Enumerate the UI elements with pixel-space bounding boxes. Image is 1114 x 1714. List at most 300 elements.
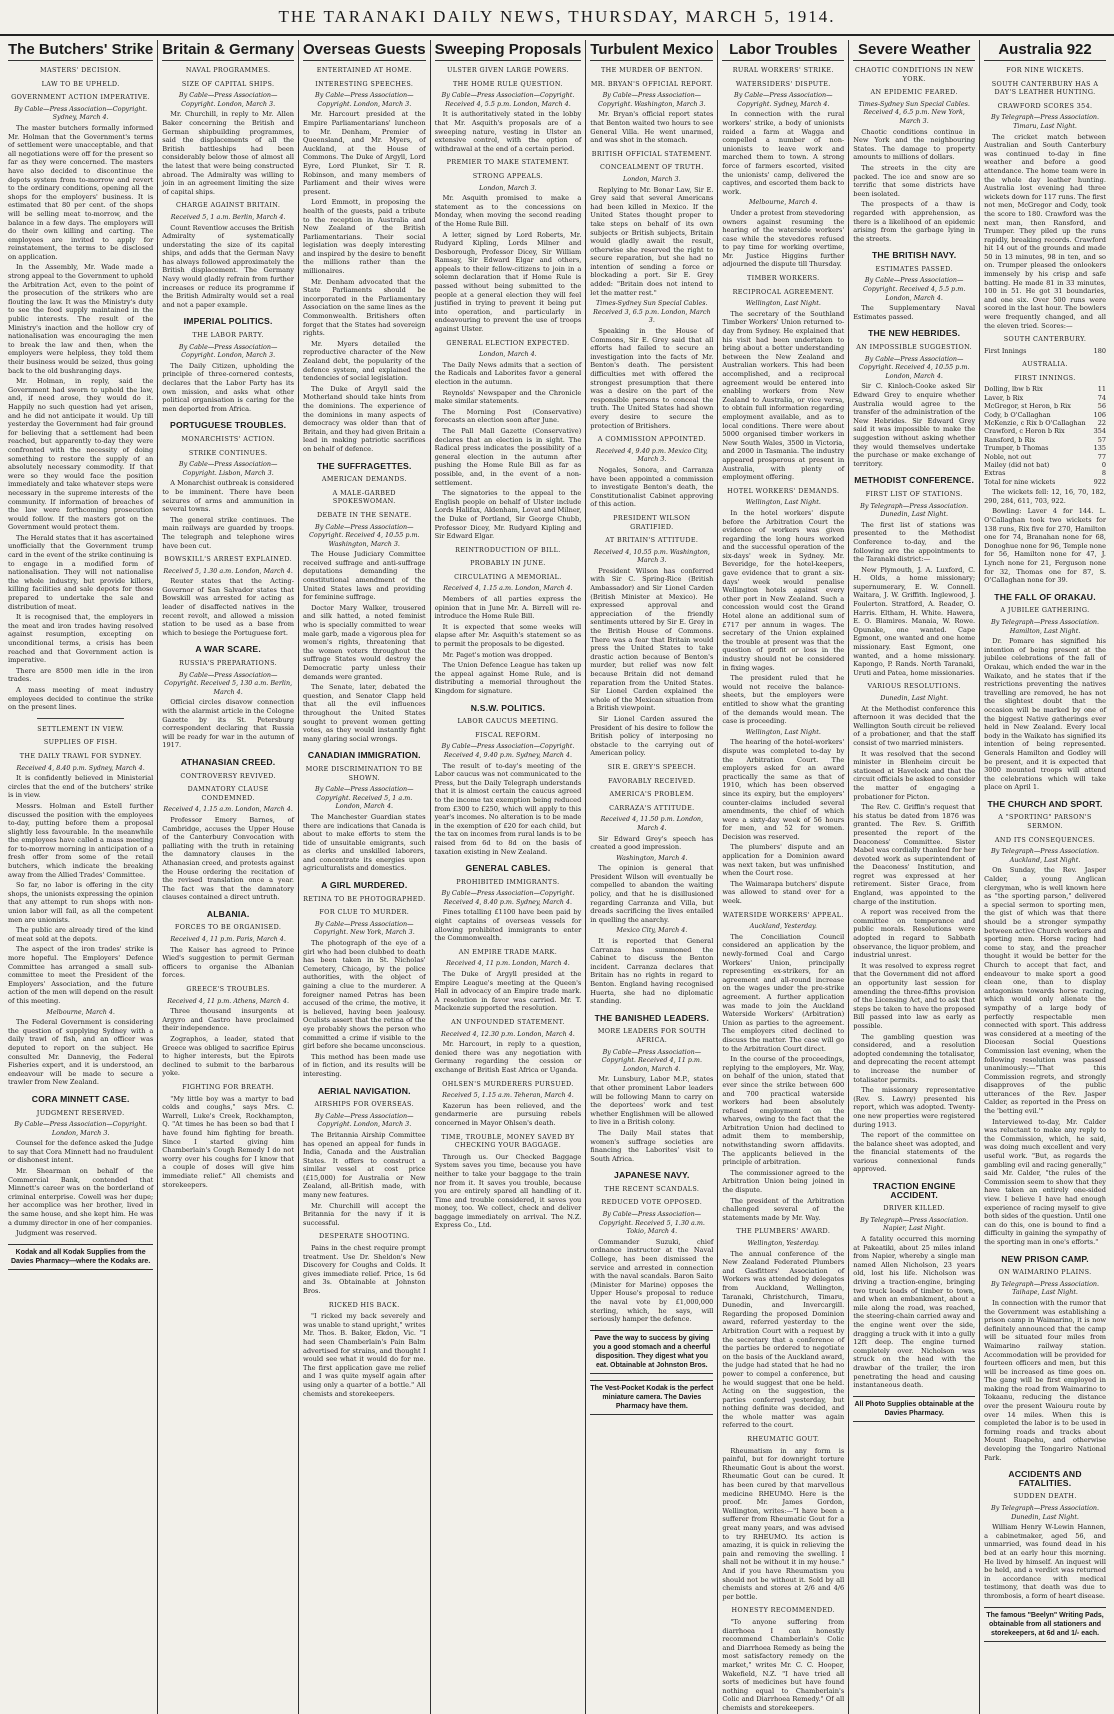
runs-value: 135 bbox=[1093, 444, 1106, 453]
paragraph: It is reported that General Carranza has summoned the Cabinet to discuss the Benton incident. Carranza declares that Britain has no rights in regard to Benton. England having recognised Huerta, she had no diplomatic standing. bbox=[590, 937, 714, 1006]
paragraph: The wickets fell: 12, 16, 70, 182, 290, 284, 611, 703, 922. bbox=[984, 488, 1106, 505]
paragraph: Fines totalling £1100 have been paid by eight captains of overseas vessels for allowing prohibited immigrants to enter the Commonwealth. bbox=[434, 908, 582, 943]
article-heading: TRACTION ENGINE ACCIDENT. bbox=[872, 1181, 956, 1200]
subheading: AMERICAN DEMANDS. bbox=[321, 475, 407, 484]
subheading: ENTERTAINED AT HOME. bbox=[316, 66, 412, 74]
paragraph: The president of the Arbitration challenged several of the statements made by Mr. Way. bbox=[722, 1196, 845, 1222]
paragraph: Judgment was reserved. bbox=[16, 1229, 97, 1238]
paragraph: It is confidently believed in Ministerial circles that the end of the butchers' strike is in view. bbox=[8, 774, 154, 800]
dateline: By Cable—Press Association—Copyright. Received 5, 130 a.m. Berlin, March 4. bbox=[164, 670, 293, 696]
paragraph: So far, no labor is offering in the city shops, the unionists expressing the opinion that any attempt to run shops with non-union labor will fail, as all the competent men are unionists. bbox=[8, 881, 154, 924]
paragraph: Nogales, Sonora, and Carranza have been appointed a commission to investigate Benton's death, the Constitutionalist Cabinet approving of this action. bbox=[590, 465, 714, 509]
paragraph: Mr. Churchill, in reply to Mr. Allen Baker concerning the British and German shipbuilding programmes, said the displacements of all the British battleships had been considerably below those of almost all the latest that were being constructed abroad. The Admiralty was willing to join in an agreement limiting the size of capital ships. bbox=[162, 110, 294, 196]
subheading: SIR E. GREY'S SPEECH. bbox=[607, 762, 696, 771]
subheading: RICKED HIS BACK. bbox=[328, 1300, 400, 1309]
subheading: MORE DISCRIMINATION TO BE SHOWN. bbox=[305, 764, 423, 782]
paragraph: On Sunday, the Rev. Jasper Calder, a young Anglican clergyman, who is well known here as "the sporting parson," delivered a special sermon to sporting men, the gist of which was that there should be a stronger sympathy between active Church workers and sporting men. Horse racing had come to stay, and the preacher thought it would be better for the Church to accept that fact, and endeavour to make sport a good clean one, than to display antagonism towards horse racing, which would only alienate the sympathy of a large body of perfectly respectable men connected with sport. This address was considered at a meeting of the Diocesan Social Questions Commission last evening, when the following resolution was passed unanimously:—"That this Commission regrets, and strongly disapproves of the public utterances of the Rev. Jasper Calder, as reported in the Press on the 'betting evil.'" bbox=[984, 866, 1106, 1116]
dateline: Mexico City, March 4. bbox=[616, 926, 688, 935]
paragraph: A letter, signed by Lord Roberts, Mr. Rudyard Kipling, Lords Milner and Desborough, Professor Dicey, Sir William Ramsay, Sir Edward Elgar and others, appeals to their fellow-citizens to join in a solemn declaration that if Home Rule is passed without being submitted to the people at a general election they will feel justified in trying to prevent it being put into operation, and particularly in endeavouring to prevent the use of troops against Ulster. bbox=[434, 230, 582, 334]
article-heading: ALBANIA. bbox=[206, 908, 250, 919]
column-2 bbox=[157, 40, 298, 1714]
article-heading: JAPANESE NAVY. bbox=[614, 1170, 690, 1181]
article-heading: THE NEW HEBRIDES. bbox=[868, 328, 961, 339]
subheading: PROBABLY IN JUNE. bbox=[470, 559, 546, 568]
subheading: SOUTH CANTERBURY. bbox=[1003, 335, 1087, 344]
paragraph: Mr. Lunsbury, Labor M.P., states that other prominent Labor leaders will be following Mann to carry on the deportees' work and test whether Englishmen will be allowed to live in a British colony. bbox=[590, 1075, 714, 1127]
subheading: LAW TO BE UPHELD. bbox=[41, 79, 120, 88]
column-heading: Australia 922 bbox=[984, 40, 1106, 61]
dateline: London, March 3. bbox=[623, 174, 681, 183]
subheading: MORE LEADERS FOR SOUTH AFRICA. bbox=[597, 1027, 706, 1044]
dateline: By Cable—Press Association—Copyright. Received 4, 9.40 p.m. Sydney, March 4. bbox=[441, 742, 575, 759]
subheading: TIMBER WORKERS. bbox=[747, 274, 820, 283]
paragraph: Zographos, a leader, stated that Greece was obliged to sacrifice Epirus to higher interests, but the Epirots declined to submit to the barbarous yoke. bbox=[162, 1035, 294, 1078]
dateline: By Cable—Press Association—Copyright. Lisbon, March 3. bbox=[178, 460, 278, 477]
dateline: By Cable—Press Association—Copyright. Received 4, 5.5 p.m. London, March 4. bbox=[441, 91, 575, 108]
article-heading: THE FALL OF ORAKAU. bbox=[994, 591, 1096, 602]
subheading: AMERICA'S PROBLEM. bbox=[609, 790, 695, 799]
scorecard-row bbox=[984, 453, 1106, 461]
advertisement: All Photo Supplies obtainable at the Davies Pharmacy. bbox=[853, 1396, 975, 1422]
dateline: London, March 4. bbox=[479, 350, 537, 359]
paragraph: The master butchers formally informed Mr. Holman that the Government's terms of settlement were unacceptable, and that all negotiations were off for the present so far as they were concerned. The masters have also decided to discontinue the depots system from to-morrow and revert to the ordinary conditions, opening all the shops for the employers' business. It is estimated that 80 per cent. of the shops will be selling meat to-morrow, and the balance in a few days. The employers will do their own killing and carting. The employees are invited to apply for reinstatement, the terms to be disclosed on application. bbox=[8, 123, 154, 261]
column-6 bbox=[717, 40, 848, 1714]
subheading: ULSTER GIVEN LARGE POWERS. bbox=[446, 66, 569, 74]
subheading: NAVAL PROGRAMMES. bbox=[185, 66, 271, 74]
subheading: DAMNATORY CLAUSE CONDEMNED. bbox=[187, 785, 269, 802]
paragraph: The streets in the city are packed. The ice and snow are so terrific that some districts have been isolated. bbox=[853, 163, 976, 198]
article-heading: AERIAL NAVIGATION. bbox=[317, 1085, 411, 1096]
subheading: RECIPROCAL AGREEMENT. bbox=[732, 287, 835, 296]
subheading: AN EMPIRE TRADE MARK. bbox=[458, 947, 558, 956]
subheading: FIGHTING FOR BREATH. bbox=[182, 1082, 275, 1091]
paragraph: Mr. Myers detailed the reproductive character of the New Zealand debt, the popularity of the defence system, and explained the tendencies of social legislation. bbox=[303, 339, 426, 383]
dateline: Melbourne, March 4. bbox=[46, 1007, 115, 1016]
subheading: THE PLUMBERS' AWARD. bbox=[736, 1227, 831, 1236]
paragraph: The Duke of Argyll said the Motherland should take hints from the dominions. The experience of the dominions in many aspects of democracy was older than that of Britain, and they had given Britain a lead in making patriotic sacrifices on behalf of defence. bbox=[303, 384, 426, 453]
runs-value: 922 bbox=[1093, 477, 1106, 486]
batsman-name: Dolling, lbw b Rix bbox=[984, 385, 1043, 394]
masthead bbox=[0, 0, 1114, 36]
subheading: GENERAL ELECTION EXPECTED. bbox=[446, 338, 570, 347]
dateline: By Cable—Press Association—Copyright. Received 5, 1 a.m. London, March 4. bbox=[315, 785, 414, 811]
article-heading: THE BRITISH NAVY. bbox=[871, 250, 957, 261]
masthead-title: THE TARANAKI DAILY NEWS, THURSDAY, MARCH 5, 1914. bbox=[278, 7, 836, 26]
batsman-name: Mailey (did not bat) bbox=[984, 461, 1050, 470]
subheading: ON WAIMARINO PLAINS. bbox=[998, 1268, 1092, 1277]
subheading: RETINA TO BE PHOTOGRAPHED. bbox=[303, 894, 426, 903]
article-heading: METHODIST CONFERENCE. bbox=[854, 475, 975, 486]
paragraph: The result of to-day's meeting of the Labor caucus was not communicated to the Press, but the Daily Telegraph understands that it is almost certain the caucus agreed to the income tax exemption being reduced from £300 to £250, which will apply to this year's incomes. No alteration is to be made in the exemption of £20 for each child, but the tax on incomes from rural lands is to be raised from 6d to 8d on the basis of taxation existing in New Zealand. bbox=[434, 761, 582, 856]
subheading: RUSSIA'S PREPARATIONS. bbox=[179, 659, 278, 668]
paragraph: Messrs. Holman and Estell further discussed the position with the employees to-day, putting before them a proposal slightly less favourable. In the meanwhile the employees have called a mass meeting for to-morrow morning in anticipation of a fresh offer from some of the retail butchers, which indicate the breaking away from the Allied Trades' Committee. bbox=[8, 801, 154, 879]
dateline: Wellington, Last Night. bbox=[745, 727, 821, 736]
paragraph: It was resolved that the second minister in Blenheim circuit be stationed at Havelock and that the circuit officials be asked to consider the matter of engaging a probationer for Picton. bbox=[853, 749, 976, 801]
paragraph: The Daily Mail states that women's suffrage societies are financing the Laborites' visit to South Africa. bbox=[590, 1128, 714, 1163]
runs-value: 77 bbox=[1097, 452, 1106, 461]
subheading: BRITISH OFFICIAL STATEMENT. bbox=[591, 149, 712, 158]
subheading: AIRSHIPS FOR OVERSEAS. bbox=[314, 1100, 415, 1109]
dateline: Received 4, 11 p.m. Athens, March 4. bbox=[167, 996, 289, 1005]
subheading: PREMIER TO MAKE STATEMENT. bbox=[446, 158, 570, 167]
dateline: By Telegraph—Press Association. Dunedin, Last Night. bbox=[991, 1504, 1100, 1521]
article-heading: THE BANISHED LEADERS. bbox=[594, 1012, 710, 1023]
paragraph: Mr. Harcourt presided at the Empire Parliamentarians' luncheon to Mr. Denham, Premier of Queensland, and Mr. Myers, of Auckland, at the House of Commons. The Duke of Argyll, Lord Eyre, Lord Plunket, Sir T. R. Robinson, and many members of Parliament and their wives were present. bbox=[303, 110, 426, 196]
article-heading: CANADIAN IMMIGRATION. bbox=[307, 750, 421, 761]
dateline: Received 4, 12.30 p.m. London, March 4. bbox=[441, 1029, 575, 1038]
paragraph: The Daily News admits that a section of the Radicals and Laborites favor a general election in the autumn. bbox=[434, 360, 582, 386]
subheading: WATERSIDERS' DISPUTE. bbox=[735, 79, 831, 88]
article-heading: CORA MINNETT CASE. bbox=[31, 1093, 130, 1104]
subheading: REDUCED VOTE OPPOSED. bbox=[601, 1198, 703, 1207]
scorecard-row bbox=[984, 436, 1106, 444]
paragraph: Interviewed to-day, Mr. Calder was reluctant to make any reply to the Commission, which, he said, was doing much excellent and very useful work. "But, as regards the gambling evil and racing generally," said Mr. Calder, "the rules of the Commission seem to show that they have taken an entirely one-sided view. I believe I have had enough experience of racing myself to give both sides of the question. Until one can do this, one is bound to find a difficulty in gaining the sympathy of the sporting man in one's efforts." bbox=[984, 1117, 1106, 1246]
dateline: Wellington, Last Night. bbox=[745, 498, 821, 507]
paragraph: Bowling: Laver 4 for 144. L. O'Callaghan took two wickets for 138 runs, Rix five for 270, Hamilton one for 74, Branahan none for 68, Donoghue none for 96, Temple none for 56, Hamilton none for 47, J. Lynch none for 21, Ferguson none for 32, Thomas one for 87, S. O'Callaghan none for 39. bbox=[984, 507, 1106, 585]
dateline: By Telegraph—Press Association. Dunedin, Last Night. bbox=[860, 501, 969, 519]
batsman-name: Crawford, c Heron b Rix bbox=[984, 427, 1065, 436]
dateline: By Cable—Press Association—Copyright. Received 4, 8.40 p.m. Sydney, March 4. bbox=[441, 889, 575, 906]
article-heading: NEW PRISON CAMP. bbox=[1001, 1253, 1089, 1264]
dateline: By Cable—Press Association—Copyright. Sydney, March 4. bbox=[734, 91, 833, 108]
subheading: DRIVER KILLED. bbox=[883, 1204, 945, 1213]
paragraph: The public are already tired of the kind of meat sold at the depots. bbox=[8, 926, 154, 943]
paragraph: Rheumatism in any form is painful, but for downright torture Rheumatic Gout is about the worst. Rheumatic Gout can be cured. It has been cured by that marvellous medicine RHEUMO. Here is the proof. Mr. James Gordon, Wellington, writes:—"I have been a sufferer from Rheumatic Gout for a great many years, and was advised to try RHEUMO. Its action is amazing, it is quick in relieving the pain and removing the swelling. I shall not be without it in my house." And if you have Rheumatism you should not be without it. Sold by all chemists and stores at 2/6 and 4/6 per bottle. bbox=[722, 1446, 845, 1601]
subheading: AND ITS CONSEQUENCES. bbox=[994, 835, 1096, 844]
paragraph: New Plymouth, J. A. Luxford, C. H. Olds, a home missionary; supernumerary, E. W. Connell. Waitara, J. W. Griffith. Inglewood, J. Foulerton. Stratford, A. Reader, O. Harris. Eltham, H. Whitе. Hawera, E. O. Blamires. Manaia, W. Rowe. Opunake, one wanted. Cape Egmont, one wanted and one home missionary. East Egmont, one wanted, and a home missionary. Kapongo, P. Rands. North Taranaki, Uruti and Patea, home missionaries. bbox=[853, 565, 976, 677]
paragraph: Counsel for the defence asked the Judge to say that Cora Minnett had no fraudulent or dishonest intent. bbox=[8, 1139, 154, 1165]
paragraph: The Conciliation Council considered an application by the newly-formed Coal and Cargo Workers' Union, principally representing ex-strikers, for an agreement and all-round increase on the wages under the pre-strike agreement. A further application was made to join the Auckland Waterside Workers' (Arbitration) Union as parties to the agreement. The employers cited declined to discuss the matter. The case will go to the Arbitration Court direct. bbox=[722, 932, 845, 1053]
subheading: TIME, TROUBLE, MONEY SAVED BY CHECKING YOUR BAGGAGE. bbox=[441, 1132, 575, 1150]
paragraph: At the Methodist conference this afternoon it was decided that the Wellington South circuit be relieved of a probationer, and that the staff consist of two married ministers. bbox=[853, 704, 976, 747]
paragraph: Under a protest from stevedoring owners against resuming the hearing of the waterside workers' case while the stevedores refused to pay time for working overtime, Mr. Justice Higgins further adjourned the dispute till Thursday. bbox=[722, 208, 845, 269]
dateline: By Cable—Press Association—Copyright. Sydney, March 4. bbox=[14, 104, 148, 122]
subheading: THE RECENT SCANDALS. bbox=[604, 1184, 700, 1193]
paragraph: The report of the committee on the balance sheet was adopted, and the financial statements of the various connexional funds approved. bbox=[853, 1131, 976, 1174]
article-heading: N.S.W. POLITICS. bbox=[470, 702, 546, 713]
paragraph: In the course of the proceedings, replying to the employers, Mr. Way, on behalf of the union, stated that ever since the strike between 600 and 700 practical waterside workers had been absolutely refused employment on the wharves, owing to the fact that the Arbitration Union had declined to admit them to membership, notwithstanding sworn affidavits. The applicants believed in the principle of arbitration. bbox=[722, 1055, 845, 1167]
subheading: INTERESTING SPEECHES. bbox=[315, 79, 414, 88]
subheading: A JUBILEE GATHERING. bbox=[1000, 606, 1090, 615]
column-heading: The Butchers' Strike bbox=[8, 40, 153, 61]
paragraph: In the hotel workers' dispute before the Arbitration Court the evidence of workers was given regarding the long hours worked and the successful operation of the six-days' week in Sydney. Mr. Beveridge, for the hotel-keepers, gave evidence that to grant a six-days' week would penalise Wellington hotels against every other port in New Zealand. Such a concession would cost the Grand Hotel alone an additional sum of £717 per annum in wages. The secretary of the Union explained the trouble at present was that the question of profit or loss in the industry should not be considered in fixing wages. bbox=[722, 508, 845, 672]
batsman-name: McKenzie, c Rix b O'Callaghan bbox=[984, 419, 1086, 428]
dateline: By Cable—Press Association—Copyright. Received 4, 10.55 p.m. Washington, March 3. bbox=[309, 522, 420, 548]
runs-value: 106 bbox=[1093, 410, 1106, 419]
newspaper-columns bbox=[4, 40, 1110, 1712]
paragraph: The Waimarapa butchers' dispute was allowed to stand over for a week. bbox=[722, 879, 845, 906]
paragraph: Reuter states that the Acting-Governor of San Salvador states that Bowskill was arrested for acting as leader of disaffected natives in the recent revolt, and allowed a mission station to be used as a base from which to besiege the Portuguese fort. bbox=[162, 577, 294, 637]
runs-value: 354 bbox=[1093, 427, 1106, 436]
subheading: THE LABOR PARTY. bbox=[192, 331, 264, 340]
article-heading: A WAR SCARE. bbox=[195, 644, 261, 655]
dateline: By Cable—Press Association—Copyright. Washington, March 3. bbox=[597, 91, 706, 108]
column-heading: Sweeping Proposals bbox=[435, 40, 582, 61]
runs-value: 56 bbox=[1097, 402, 1106, 411]
batsman-name: McGregor, st Heron, b Rix bbox=[984, 402, 1071, 411]
paragraph: The plumbers' dispute and an application for a Dominion award was next taken, but was unfinished when the Court rose. bbox=[722, 843, 845, 878]
dateline: Received 5, 1.30 a.m. London, March 4. bbox=[163, 566, 293, 575]
dateline: Times-Sydney Sun Special Cables. Received 4, 6.5 p.m. New York, March 3. bbox=[858, 99, 970, 125]
paragraph: The Daily Citizen, upholding the principle of three-cornered contests, declares that the Labor Party has its own mission, and asks what other political organisation is caring for the men deported from Africa. bbox=[162, 361, 294, 413]
paragraph: The opinion is general that President Wilson will eventually be compelled to abandon the waiting policy, and that he is disillusioned regarding Carranza and Villa, but dreads sacrificing the lives entailed in quelling the anarchy. bbox=[590, 864, 714, 924]
paragraph: Speaking in the House of Commons, Sir E. Grey said that all efforts had failed to secure an investigation into the facts of Mr. Benton's death. The persistent difficulties met with offered the strongest presumption that there was a desire on the part of the responsible persons to conceal the truth. The United States had shown every desire to secure the protection of Britishers. bbox=[590, 327, 714, 430]
paragraph: A Monarchist outbreak is considered to be imminent. There have been seizures of arms and ammunition in several towns. bbox=[162, 479, 294, 514]
dateline: By Cable—Press Association—Copyright. Received 4, 5.5 p.m. London, March 4. bbox=[862, 276, 966, 302]
advertisement: The famous "Beelyn" Writing Pads, obtainable from all stationers and storekeepers, at 6d and 1/- each. bbox=[984, 1607, 1106, 1642]
subheading: SOUTH CANTERBURY HAS A DAY'S LEATHER HUNTING. bbox=[991, 79, 1099, 97]
paragraph: It is recognised that, the employers in the meat and iron trades having resolved against resumption, excepting on unconditional terms, a crisis has been reached and that Government action is imperative. bbox=[8, 613, 154, 665]
subheading: CRAWFORD SCORES 354. bbox=[997, 101, 1093, 110]
subheading: HOTEL WORKERS' DEMANDS. bbox=[727, 486, 840, 495]
subheading: FIRST INNINGS. bbox=[1014, 373, 1076, 382]
subheading: RHEUMATIC GOUT. bbox=[747, 1435, 820, 1444]
dateline: By Telegraph—Press Association. Auckland, Last Night. bbox=[991, 847, 1100, 864]
batsman-name: Total for nine wickets bbox=[984, 477, 1056, 486]
subheading: SUPPLIES OF FISH. bbox=[43, 738, 118, 747]
paragraph: Mr. Denham advocated that the State Parliaments should be incorporated in the Parliamentary Association on the same lines as the Commonwealth. Britishers often forget that the States had sovereign rights. bbox=[303, 277, 426, 338]
subheading: FAVORABLY RECEIVED. bbox=[608, 776, 696, 785]
subheading: PRESIDENT WILSON GRATIFIED. bbox=[613, 513, 691, 531]
column-3 bbox=[298, 40, 430, 1714]
dateline: By Telegraph—Press Association. Hamilton, Last Night. bbox=[991, 618, 1100, 635]
paragraph: Official circles disavow connection with the alarmist article in the Cologne Gazette by its St. Petersburg correspondent declaring that Russia will be ready for war in the autumn of 1917. bbox=[162, 698, 294, 750]
paragraph: The annual conference of the New Zealand Federated Plumbers and Gasfitters' Association of Workers was attended by delegates from Auckland, Wellington, Taranaki, Christchurch, Timaru, Dunedin, and Invercargill. Regarding the proposed Dominion award, referred yesterday to the Arbitration Court with a request by the secretary that a conference of the parties be ordered to negotiate on the basis of the Auckland award, the judge had stated that he had no power to compel a conference, but he would suggest that one be held. Acting on the suggestion, the parties conferred yesterday, but nothing definite was decided, and the whole matter was again referred to the court. bbox=[722, 1249, 845, 1430]
batsman-name: Trumper, b Thomas bbox=[984, 444, 1049, 453]
paragraph: In the Assembly, Mr. Wade made a strong appeal to the Government to uphold the Arbitration Act, even to the point of the prosecution of the strikers who are flouting the law. It was the Ministry's duty to see the food supply maintained in the public interests. The result of the Ministry's inaction and the hollow cry of nationalisation was encouraging the men to break the law and then, when the employers were helpless, they told them their business would be seized, thus going back to the old bushranging days. bbox=[8, 263, 154, 375]
paragraph: The Manchester Guardian states there are indications that Canada is about to make efforts to stem the tide of unsuitable emigrants, such as clerks and unskilled laborers, and concentrate its energies upon agriculturalists and domestics. bbox=[303, 812, 426, 873]
subheading: AUSTRALIA. bbox=[1022, 360, 1068, 369]
dateline: By Telegraph—Press Association. Napier, Last Night. bbox=[860, 1215, 969, 1233]
dateline: Received 4, 11.50 p.m. London, March 4. bbox=[600, 815, 704, 832]
dateline: London, March 3. bbox=[479, 183, 537, 192]
dateline: Dunedin, Last Night. bbox=[880, 694, 949, 702]
subheading: AN UNFOUNDED STATEMENT. bbox=[451, 1018, 565, 1026]
runs-value: 11 bbox=[1097, 385, 1106, 394]
batsman-name: Ransford, b Rix bbox=[984, 435, 1036, 444]
paragraph: It was resolved to express regret that the Government did not afford an opportunity last session for amending the three-fifths provision of the Licensing Act, and to ask that steps be taken to have the proposed Bill passed into law as early as possible. bbox=[853, 961, 976, 1030]
divider bbox=[37, 718, 124, 719]
subheading: CIRCULATING A MEMORIAL. bbox=[454, 572, 562, 581]
column-heading: Turbulent Mexico bbox=[590, 40, 713, 61]
dateline: By Cable—Press Association—Copyright. London, March 3. bbox=[178, 91, 278, 108]
paragraph: The Duke of Argyll presided at the Empire League's meeting at the Queen's Hall in advocacy of an Empire trade mark. A resolution in favor was carried. Mr. T. Mackenzie supported the resolution. bbox=[434, 970, 582, 1013]
paragraph: Count Reventlow accuses the British Admiralty of systematically understating the size of its capital ships, and adds that the German Navy has always followed approximately the British displacement. The Germany Navy would gladly refrain from further increases or reduce its programme if the British Admiralty would set a real and not a paper example. bbox=[162, 223, 294, 309]
paragraph: Through us. Our Checked Baggage System saves you time, because you have neither to take your baggage to the train nor from it. It saves you trouble, because you are entirely spared all handling of it. Time and trouble considered, it saves you money, too. We collect, check and deliver baggage immediately on arrival. The N.Z. Express Co., Ltd. bbox=[434, 1152, 582, 1230]
paragraph: The general strike continues. The main railways are guarded by troops. The telegraph and telephone wires have been cut. bbox=[162, 515, 294, 550]
paragraph: The secretary of the Southland Timber Workers' Union returned to-day from Sydney. He explained that his visit had been undertaken to bring about a better understanding between the New Zealand and Australian workers. This had been accomplished, and a reciprocal agreement would be entered into enabling workers from New Zealand to Australia, or vice versa, to obtain full information regarding employment available, and as to local conditions. There were about 5000 organised timber workers in New South Wales, 3500 in Victoria, and 2000 in Tasmania. The industry appeared prosperous at present in Australia, with plenty of employment offering. bbox=[722, 309, 845, 482]
paragraph: The hearing of the hotel-workers' dispute was completed to-day by the Arbitration Court. The employers asked for an award practically the same as that of 1910, which has been observed since its expiry, but the employers' counter-claims included several amendments, the chief of which were a sixty-day week of 56 hours for men, and 52 for women. Decision was reserved. bbox=[722, 738, 845, 841]
article-heading: IMPERIAL POLITICS. bbox=[183, 316, 273, 327]
subheading: STRONG APPEALS. bbox=[472, 171, 544, 180]
paragraph: Lord Emmott, in proposing the health of the guests, paid a tribute to the reception in Australia and New Zealand of the British Parliamentarians. Their social legislation was deeply interesting and inspired by the desire to benefit the millions rather than the millionaires. bbox=[303, 198, 426, 276]
paragraph: The Federal Government is considering the question of supplying Sydney with a daily trawl of fish, and an officer was deputed to report on the subject. He consulted Mr. Dannevig, the Federal Fisheries expert, and it is understood, an endeavour will be made to secure a trawler from New Zealand. bbox=[8, 1018, 154, 1087]
dateline: Received 5, 1.15 a.m. Teheran, March 4. bbox=[442, 1091, 574, 1100]
subheading: THE DAILY TRAWL FOR SYDNEY. bbox=[19, 751, 142, 760]
subheading: DEBATE IN THE SENATE. bbox=[316, 510, 412, 519]
column-1 bbox=[4, 40, 157, 1714]
paragraph: This method has been made use of in fiction, and its results will be interesting. bbox=[303, 1052, 426, 1078]
paragraph: Mr. Paget's motion was dropped. bbox=[442, 650, 553, 659]
article-heading: A GIRL MURDERED. bbox=[321, 880, 408, 891]
paragraph: Members of all parties express the opinion that in June Mr. A. Birrell will re-introduce the Home Rule Bill. bbox=[434, 595, 582, 621]
advertisement: The Vest-Pocket Kodak is the perfect miniature camera. The Davies Pharmacy have them. bbox=[590, 1380, 713, 1415]
dateline: By Cable—Press Association—Copyright. London, March 3. bbox=[315, 91, 414, 108]
paragraph: A report was received from the committee on temperance and public morals. Resolutions were adopted in regard to Sabbath observance, the liquor problem, and industrial unrest. bbox=[853, 908, 976, 960]
paragraph: Mr. Bryan's official report states that Benton waited two hours to see General Villa. He went unarmed, and was shot in the stomach. bbox=[590, 110, 714, 145]
subheading: CONCEALMENT OF TRUTH. bbox=[599, 163, 704, 172]
paragraph: Dr. Pomare has signified his intention of being present at the jubilee celebrations of the fall of Orakau, which ended the war in the Waikato, and he states that if the restrictions preventing the natives travelling are removed, he has not the slightest doubt that the occasion will be marked by one of the biggest Native gatherings ever held in New Zealand. Every local body in the Waikato has signified its intention of being represented. Generals Hamilton and Godley will be present, and it is expected that 3000 mounted troops will attend the celebrations which will take place on April 1. bbox=[984, 637, 1106, 792]
paragraph: Doctor Mary Walker, trousered and silk hatted, a noted feminist who is specially committed to wear male garb, made a vigorous plea for women's rights, threatening that the women voters throughout the suffrage States would destroy the Democratic party unless their demands were granted. bbox=[303, 603, 426, 681]
paragraph: "I ricked my back severely and was unable to stand upright," writes Mr. Thos. B. Baker, Ekdon, Vic. "I had seen Chamberlain's Pain Balm advertised for strains, and thought I would see what it would do for me. The first application gave me relief and I was quite myself again after using only a quarter of a bottle." All chemists and storekeepers. bbox=[303, 1312, 426, 1398]
paragraph: It is authoritatively stated in the lobby that Mr. Asquith's proposals are of a sweeping nature, vesting in Ulster an extensive control, with the option of withdrawal at the end of a certain period. bbox=[434, 110, 582, 153]
paragraph: The gambling question was considered, and a resolution adopted condemning the totalisator, and deprecating the recent attempt to increase the number of totalisator permits. bbox=[853, 1032, 976, 1084]
batsman-name: Cody, b O'Callaghan bbox=[984, 410, 1051, 419]
subheading: GOVERNMENT ACTION IMPERATIVE. bbox=[11, 93, 151, 102]
paragraph: A fatality occurred this morning at Pakeatiki, about 25 miles inland from Napier, whereby a single man named Allen Nicholson, 23 years old, lost his life. Nicholson was driving a traction-engine, bringing two truck loads of timber to town, and when an embankment, about a mile along the road, was reached, the steering-chain carried away and the engine went over the side, dragging a truck with it into a gully 12ft deep. The engine turned completely over. Nicholson was struck on the head with the drawbar of the trailer, the iron penetrating the head and causing instantaneous death. bbox=[853, 1235, 976, 1390]
subheading: CHAOTIC CONDITIONS IN NEW YORK. bbox=[854, 66, 974, 83]
paragraph: The prospects of a thaw is regarded with apprehension, as there is a likelihood of an epidemic arising from the garbage lying in the streets. bbox=[853, 200, 976, 243]
subheading: GREECE'S TROUBLES. bbox=[186, 985, 270, 994]
scorecard-row bbox=[984, 402, 1106, 410]
subheading: CHARGE AGAINST BRITAIN. bbox=[175, 201, 281, 210]
paragraph: Mr. Harcourt, in reply to a question, denied there was any negotiation with Germany regarding the cession or exchange of British East Africa or Uganda. bbox=[434, 1040, 582, 1074]
subheading: THE MURDER OF BENTON. bbox=[600, 66, 703, 74]
scorecard-row bbox=[984, 385, 1106, 393]
dateline: By Cable—Press Association—Copyright. Received 5, 1.30 a.m. Tokio, March 4. bbox=[598, 1210, 705, 1236]
subheading: SUDDEN DEATH. bbox=[1013, 1492, 1077, 1501]
subheading: CONTROVERSY REVIVED. bbox=[180, 771, 276, 780]
paragraph: The president ruled that he would not receive the balance-sheets, but the employers were entitled to show what the granting of the demands would mean. The case is proceeding. bbox=[722, 674, 845, 726]
paragraph: The Supplementary Naval Estimates passed. bbox=[853, 304, 976, 321]
paragraph: The Rev. C. Griffin's request that his status be dated from 1876 was granted. The Rev. S. Griffith presented the report of the Deaconess' Committee. Sister Mabel was cordially thanked for her devoted work as superintendent of the Deaconess' Institution, and regret was expressed at her retirement. Sister Grace, from England, was appointed to the charge of the institution. bbox=[853, 803, 976, 906]
article-heading: THE SUFFRAGETTES. bbox=[316, 460, 412, 471]
paragraph: Kazerun has been relieved, and the gendarmerie are pursuing rebels concerned in Mayor Ohlsen's death. bbox=[434, 1101, 582, 1127]
dateline: By Telegraph—Press Association. Taihape, Last Night. bbox=[991, 1279, 1100, 1297]
paragraph: Three thousand insurgents at Argyro and Castro have proclaimed their independence. bbox=[162, 1007, 294, 1033]
column-heading: Britain & Germany bbox=[162, 40, 294, 61]
dateline: Received 4, 9.40 p.m. Mexico City, March 3. bbox=[595, 446, 708, 464]
dateline: Auckland, Yesterday. bbox=[749, 922, 817, 931]
subheading: AT BRITAIN'S ATTITUDE. bbox=[605, 536, 699, 545]
subheading: FORCES TO BE ORGANISED. bbox=[174, 923, 282, 932]
runs-value: 57 bbox=[1097, 435, 1106, 444]
dateline: Washington, March 4. bbox=[616, 853, 688, 862]
paragraph: The signatories to the appeal to the English people on behalf of Ulster include Lords Halifax, Aldenham, Lovat and Milner, the Duke of Portland, Sir George Chubb, Professor Dicey, Mr. Rudyard Kipling and Sir Edward Elgar. bbox=[434, 489, 582, 541]
paragraph: President Wilson has conferred with Sir C. Spring-Rice (British Ambassador) and Sir Lionel Carden (British Minister at Mexico). He expressed approval and appreciation of the friendly sentiments uttered by Sir E. Grey in the British House of Commons. There was a fear that Britain would press the United States to take drastic action because of Benton's murder, but relief was now felt because Britain did not demand reparation from the United States. Sir Lionel Carden explained the whole of the Mexican situation from a British viewpoint. bbox=[590, 566, 714, 713]
subheading: JUDGMENT RESERVED. bbox=[36, 1108, 125, 1117]
article-heading: ATHANASIAN CREED. bbox=[180, 756, 276, 767]
paragraph: Mr. Shearman on behalf of the Commercial Bank, contended that Minnett's career was on the borderland of criminal enterprise. Cowell was her dupe; her accomplice was her brother, lived in the same house, and she kept him. He was a dummy director in one of her companies. bbox=[8, 1167, 154, 1227]
subheading: FISCAL REFORM. bbox=[475, 730, 541, 739]
column-5 bbox=[585, 40, 717, 1714]
subheading: REINTRODUCTION OF BILL. bbox=[455, 545, 561, 554]
paragraph: Replying to Mr. Bonar Law, Sir E. Grey said that several Americans had been killed in Mexico. If the United States thought proper to take steps on behalf of its own subjects or British subjects, Britain would gladly await the result, otherwise she reserved the right to secure reparation, but she had no intention of sending a force or blockading a port. Sir E. Grey added: "Britain does not intend to let the matter rest." bbox=[590, 185, 714, 297]
scorecard-row bbox=[984, 427, 1106, 435]
paragraph: Reynolds' Newspaper and the Chronicle make similar statements. bbox=[434, 388, 582, 406]
subheading: PROHIBITED IMMIGRANTS. bbox=[456, 877, 560, 886]
dateline: Received 4, 1.15 a.m. London, March 4. bbox=[163, 805, 293, 814]
dateline: Melbourne, March 4. bbox=[748, 198, 818, 207]
dateline: By Telegraph—Press Association. Timaru, Last Night. bbox=[991, 113, 1100, 130]
paragraph: The Pall Mall Gazette (Conservative) declares that an election is in sight. The Radical press indicates the possibility of a general election in the autumn after pushing the Home Rule Bill as far as possible, and, in the event of a non-settlement. bbox=[434, 426, 582, 487]
subheading: MR. BRYAN'S OFFICIAL REPORT. bbox=[590, 79, 713, 88]
scorecard-row bbox=[984, 394, 1106, 402]
article-heading: PORTUGUESE TROUBLES. bbox=[170, 420, 287, 431]
paragraph: Sir Edward Grey's speech has created a good impression. bbox=[590, 834, 714, 852]
runs-value: 180 bbox=[1093, 346, 1106, 355]
paragraph: The Kaiser has agreed to Prince Wied's suggestion to permit German officers to organise the Albanian forces. bbox=[162, 945, 294, 980]
paragraph: The Herald states that it has ascertained unofficially that the Government trump card in the event of the strike continuing is to engage in a modified form of nationalisation. They will not nationalise the whole industry, but provide killers, killing facilities and sale depots for those prepared to undertake the sale and distribution of meat. bbox=[8, 533, 154, 611]
paragraph: The aspect of the iron trades' strike is more hopeful. The Employers' Defence Committee has arranged a small sub-committee to meet the President of the Employers' Association, and the future action of the men will depend on the result of this meeting. bbox=[8, 945, 154, 1005]
paragraph: Commander Suzuki, chief ordnance instructor at the Naval College, has been dismissed the service and arrested in connection with the naval scandals. Baron Saito (Minister for Marine) opposes the Upper House's proposal to reduce the naval vote by £1,000,000 sterling, which, he says, will seriously hamper the defence. bbox=[590, 1237, 714, 1324]
paragraph: Mr. Asquith promised to make a statement as to the concessions on Monday, when moving the second reading of the Home Rule Bill. bbox=[434, 194, 582, 228]
subheading: FOR NINE WICKETS. bbox=[1006, 66, 1084, 74]
subheading: BOWSKILL'S ARREST EXPLAINED. bbox=[164, 555, 293, 564]
paragraph: The photograph of the eye of a girl who had been clubbed to death has been taken in St. Nicholas' Cemetery, Chicago, by the police authorities, with the object of gaining a clue to the murderer. A foreigner named Petras has been accused of the crime, the motive, it is believed, having been jealousy. Oculists assert that the retina of the eye probably shows the person who committed a crime if visible to the girl before she became unconscious. bbox=[303, 939, 426, 1051]
column-heading: Severe Weather bbox=[853, 40, 975, 61]
subheading: A MALE-GARBED SPOKESWOMAN. bbox=[332, 488, 396, 506]
runs-value: 74 bbox=[1097, 393, 1106, 402]
paragraph: The first list of stations was presented to the Methodist Conference to-day, and the following are the appointments to the Taranaki district:— bbox=[853, 520, 976, 564]
column-7 bbox=[848, 40, 979, 1714]
subheading: FOR CLUE TO MURDER. bbox=[319, 908, 410, 917]
advertisement: Pave the way to success by giving you a good stomach and a cheerful disposition. They digest what you eat. Obtainable at Johnston Bros. bbox=[590, 1330, 713, 1374]
subheading: HONESTY RECOMMENDED. bbox=[731, 1606, 836, 1615]
subheading: LABOR CAUCUS MEETING. bbox=[457, 717, 559, 726]
paragraph: The Morning Post (Conservative) forecasts an election soon after June. bbox=[434, 407, 582, 425]
dateline: By Cable—Press Association—Copyright. New York, March 3. bbox=[313, 919, 415, 937]
column-8 bbox=[979, 40, 1110, 1714]
subheading: WATERSIDE WORKERS' APPEAL. bbox=[722, 910, 844, 919]
subheading: SETTLEMENT IN VIEW. bbox=[37, 724, 124, 733]
paragraph: Pains in the chest require prompt treatment. Use Dr. Sheldon's New Discovery for Coughs and Colds. It gives immediate relief. Price, 1s 6d and 3s. Obtainable at Johnston Bros. bbox=[303, 1244, 426, 1295]
runs-value: 0 bbox=[1101, 461, 1106, 470]
paragraph: The Britannia Airship Committee has opened an appeal for funds in India, Canada and the Australian States. It offers to construct a similar vessel at cost price (£15,000) for Australia or New Zealand, all-British made, with many new features. bbox=[303, 1130, 426, 1200]
paragraph: "To anyone suffering from diarrhoea I can honestly recommend Chamberlain's Colic and Diarrhoea Remedy as being the most satisfactory remedy on the market," writes Mr. C. C. Hooper, Wakefield, N.Z. "I have tried all sorts of medicines but have found nothing equal to Chamberlain's Colic and Diarrhoea Remedy." Of all chemists and storekeepers. bbox=[722, 1617, 845, 1712]
dateline: Times-Sydney Sun Special Cables. Received 3, 6.5 p.m. London, March 3. bbox=[593, 299, 711, 325]
paragraph: Sir Lionel Carden assured the President of his desire to follow the British policy of interposing no obstacle to the carrying out of American policy. bbox=[590, 714, 714, 758]
dateline: Received 4, 10.55 p.m. Washington, March 3. bbox=[593, 547, 710, 565]
subheading: RURAL WORKERS' STRIKE. bbox=[732, 66, 834, 74]
scorecard-row bbox=[984, 347, 1106, 355]
paragraph: The cricket match between Australian and South Canterbury was continued to-day in fine weather and before a good attendance. The home team were in the whole day leather hunting. Australia lost evening had three wickets down for 117 runs. The first not men, McGregor and Cody, took the score to 180. Crawford was the next man, then Ransford, and Trumper. They piled up the runs rapidly, breaking records. Crawford hit 14 out of the grounds and made 50 in 13 minutes, 98 in ten, and so on. Trumper pleased the onlookers immensely by his crisp and safe batting. He made 81 in 33 minutes, 100 in 51. He got 31 boundaries, and one six. Over 500 runs were scored in the last hour. The bowlers were frequently changed, and all the eleven tried. Scores:— bbox=[984, 132, 1106, 330]
subheading: STRIKE CONTINUES. bbox=[188, 448, 268, 457]
subheading: CARRAZA'S ATTITUDE. bbox=[609, 803, 695, 812]
scorecard-row bbox=[984, 478, 1106, 486]
subheading: AN EPIDEMIC FEARED. bbox=[870, 88, 958, 97]
column-heading: Overseas Guests bbox=[303, 40, 426, 61]
subheading: THE HOME RULE QUESTION. bbox=[453, 79, 563, 88]
paragraph: It is expected that some weeks will elapse after Mr. Asquith's statement so as to permit the proposals to be digested. bbox=[434, 622, 582, 649]
paragraph: There are 8500 men idle in the iron trades. bbox=[8, 666, 154, 684]
paragraph: In connection with the rumor that the Government was establishing a prison camp in Waimarino, it is now definitely announced that the camp will be situated four miles from Waimarino railway station. Accommodation will be provided for fourteen officers and men, but this will be increased as time goes on. The gang will be first employed in making the road from Waimarino to Tokaanu, reducing the distance over the present Waiouru route by over 14 miles. When this is completed the labor is to be used in forming roads and tracks about Mount Ruapehu, and otherwise developing the Tongariro National Park. bbox=[984, 1298, 1106, 1462]
runs-value: 8 bbox=[1101, 469, 1106, 478]
paragraph: The Senate, later, debated the question, and Senator Clapp held that all the evil influences throughout the United States sought to prevent women getting votes, as they would instantly fight many glaring social wrongs. bbox=[303, 683, 426, 743]
subheading: FIRST LIST OF STATIONS. bbox=[865, 489, 963, 498]
paragraph: Sir C. Kinloch-Cooke asked Sir Edward Grey to enquire whether Australia would agree to the transfer of the administration of the New Hebrides. Sir Edward Grey said it was impossible to make the suggestion without asking whether they would themselves undertake the purchase or make exchange of territory. bbox=[853, 382, 976, 468]
subheading: VARIOUS RESOLUTIONS. bbox=[867, 682, 961, 691]
paragraph: Chaotic conditions continue in New York and the neighbouring States. The damage to property amounts to millions of dollars. bbox=[853, 127, 976, 162]
subheading: ESTIMATES PASSED. bbox=[875, 264, 953, 273]
dateline: Received 4, 1.15 a.m. London, March 4. bbox=[443, 584, 573, 593]
dateline: Received 5, 1 a.m. Berlin, March 4. bbox=[170, 212, 286, 221]
subheading: SIZE OF CAPITAL SHIPS. bbox=[181, 79, 275, 88]
scorecard-row bbox=[984, 469, 1106, 477]
subheading: AN IMPOSSIBLE SUGGESTION. bbox=[856, 343, 973, 352]
dateline: By Cable—Press Association—Copyright. London, March 3. bbox=[178, 342, 278, 360]
dateline: Received 4, 8.40 p.m. Sydney, March 4. bbox=[16, 763, 145, 772]
